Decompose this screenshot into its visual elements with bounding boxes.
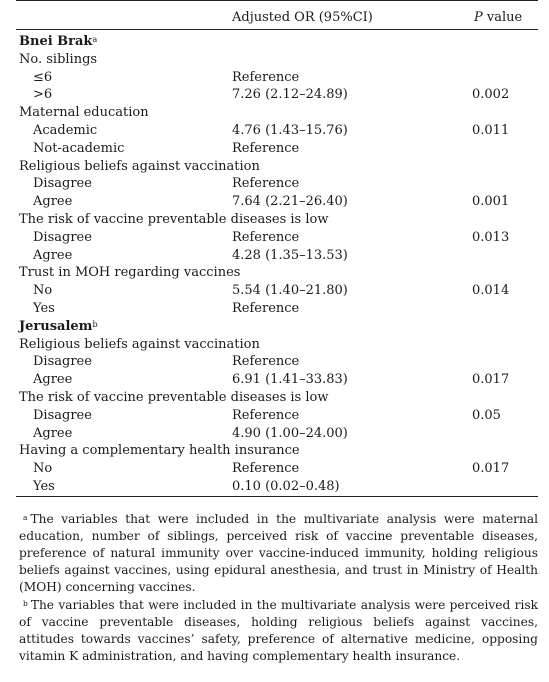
footnote-marker: b [92,319,98,329]
table-header [16,1,538,29]
odds-ratio-cell: Reference [232,354,300,370]
variable-row [16,264,538,282]
odds-ratio-cell: 7.64 (2.21–26.40) [232,194,348,210]
p-value-cell: 0.017 [472,372,510,388]
table-row [16,229,538,247]
variable-label: Religious beliefs against vaccination [19,336,260,352]
p-rest: value [482,10,523,25]
table-row [16,122,538,140]
variable-row [16,211,538,229]
footnote-text: The variables that were included in the multivariate analysis were maternal education, number of siblings, perceived risk of vaccine preventable diseases, preference of natural immunity over vaccine-induced immunity, holding religious beliefs against vaccines, using epidural anesthesia, and trust in Ministry of Health (MOH) concerning vaccines. [19,512,538,594]
variable-row [16,336,538,354]
variable-row [16,442,538,460]
column-header-p-value [474,10,522,25]
table-footnotes [16,511,538,666]
p-value-cell: 0.001 [472,194,510,210]
odds-ratio-cell: Reference [232,176,300,192]
group-row [16,33,538,51]
column-header-or: Adjusted OR (95%CI) [232,10,373,25]
odds-ratio-cell: Reference [232,461,300,477]
table-row [16,478,538,496]
category-label: Disagree [33,229,92,245]
category-label: Agree [33,425,73,441]
p-value-cell: 0.002 [472,87,510,103]
p-value-cell: 0.017 [472,461,510,477]
footnote-text: The variables that were included in the multivariate analysis were perceived risk of vaccine preventable diseases, holding religious beliefs against vaccines, attitudes towards vaccines’ safety, preference of alternative medicine, opposing vitamin K administration, and having complementary health insurance. [19,598,538,663]
table-row [16,353,538,371]
footnote [16,511,538,596]
category-label: Disagree [33,407,92,423]
table-body [16,30,538,496]
group-row [16,318,538,336]
table-row [16,407,538,425]
table-row [16,247,538,265]
odds-ratio-cell: 7.26 (2.12–24.89) [232,87,348,103]
variable-label: Maternal education [19,105,149,121]
odds-ratio-cell: Reference [232,140,300,156]
variable-label: Having a complementary health insurance [19,443,300,459]
table-row [16,140,538,158]
category-label: Agree [33,372,73,388]
category-label: No [33,461,53,477]
table-row [16,193,538,211]
table-row [16,86,538,104]
category-label: Academic [33,122,98,138]
variable-label: The risk of vaccine preventable diseases is low [19,389,329,405]
p-value-cell: 0.011 [472,122,510,138]
odds-ratio-cell: Reference [232,407,300,423]
table-row [16,460,538,478]
odds-ratio-cell: Reference [232,300,300,316]
category-label: ≤6 [33,69,53,85]
footnote-marker: a [92,35,98,44]
table-row [16,282,538,300]
category-label: Not-academic [33,140,125,156]
p-value-cell: 0.05 [472,407,501,423]
category-label: Yes [33,478,55,494]
group-name: Jerusalem [19,318,93,334]
table-row [16,175,538,193]
table-row [16,371,538,389]
odds-ratio-cell: Reference [232,229,300,245]
variable-row [16,104,538,122]
category-label: Yes [33,300,55,316]
variable-label: The risk of vaccine preventable diseases is low [19,211,329,227]
category-label: Disagree [33,176,92,192]
results-table [16,0,538,497]
variable-label: Trust in MOH regarding vaccines [19,265,241,281]
odds-ratio-cell: 5.54 (1.40–21.80) [232,283,348,299]
variable-label: No. siblings [19,51,98,67]
footnote-marker: a [23,513,28,522]
footnote [16,597,538,665]
category-label: Disagree [33,354,92,370]
odds-ratio-cell: 4.28 (1.35–13.53) [232,247,348,263]
odds-ratio-cell: 4.90 (1.00–24.00) [232,425,348,441]
odds-ratio-cell: Reference [232,69,300,85]
odds-ratio-cell: 4.76 (1.43–15.76) [232,122,348,138]
table-row [16,425,538,443]
table-row [16,300,538,318]
odds-ratio-cell: 0.10 (0.02–0.48) [232,478,340,494]
variable-row [16,158,538,176]
category-label: Agree [33,247,73,263]
p-italic: P [474,10,483,25]
variable-row [16,51,538,69]
table-row [16,69,538,87]
footnote-marker: b [23,599,28,608]
p-value-cell: 0.014 [472,283,510,299]
p-value-cell: 0.013 [472,229,510,245]
group-label [19,33,97,51]
group-label [19,318,98,336]
group-name: Bnei Brak [19,34,93,49]
category-label: No [33,283,53,299]
odds-ratio-cell: 6.91 (1.41–33.83) [232,372,348,388]
table-bottom-rule [16,496,538,497]
category-label: Agree [33,194,73,210]
variable-label: Religious beliefs against vaccination [19,158,260,174]
category-label: >6 [33,87,53,103]
variable-row [16,389,538,407]
